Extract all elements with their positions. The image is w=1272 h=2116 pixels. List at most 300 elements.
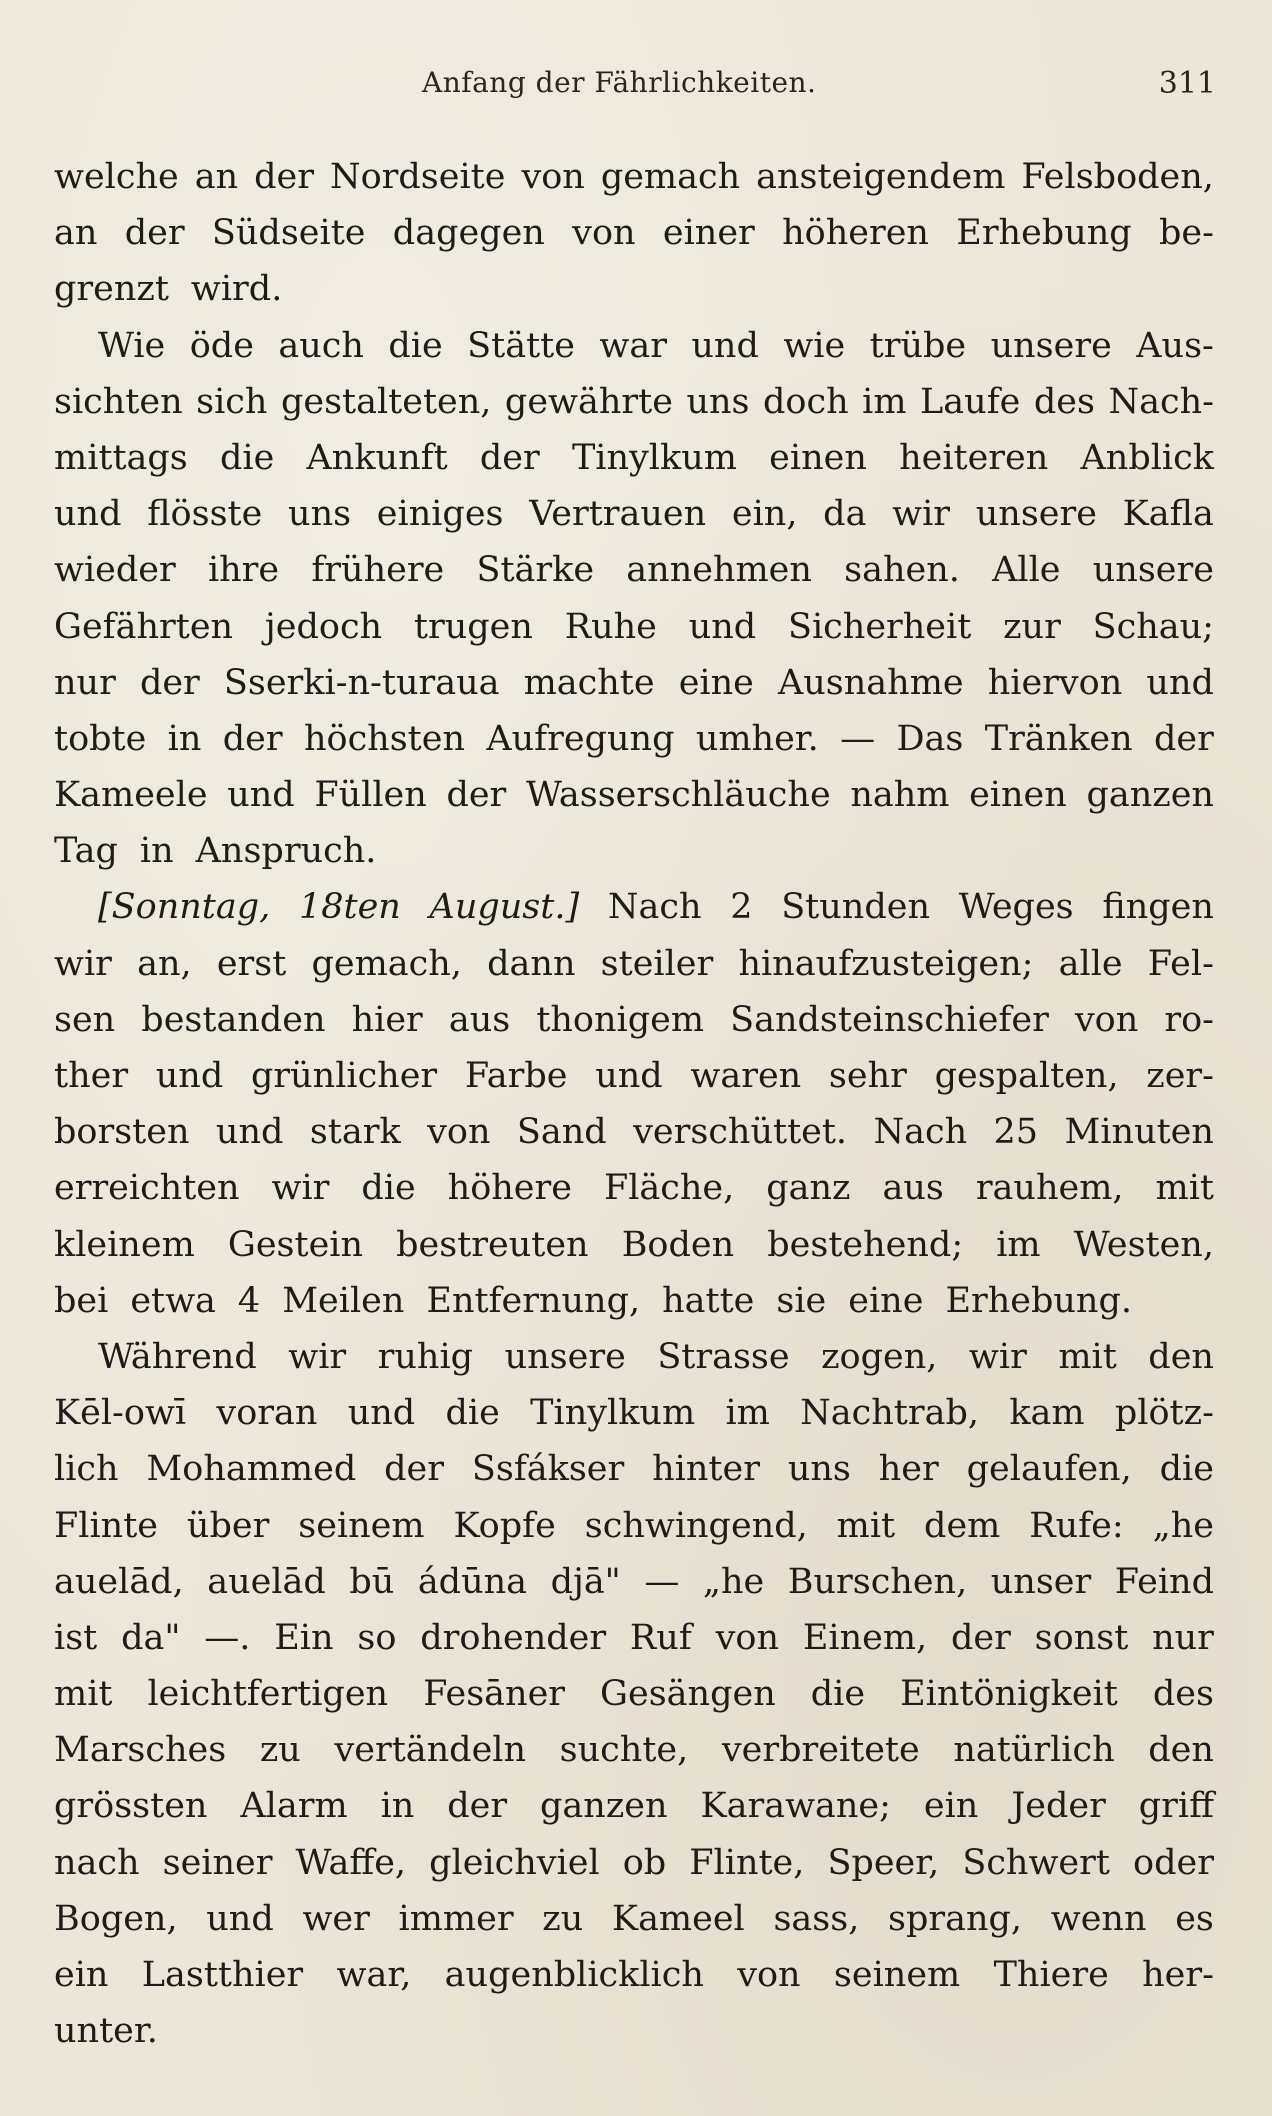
word: und — [155, 1056, 224, 1096]
word: Fläche, — [603, 1168, 735, 1209]
word: Kameele — [54, 775, 208, 816]
page-number: 311 — [1158, 66, 1216, 101]
text-line — [54, 1722, 1214, 1778]
word: rauhem, — [975, 1168, 1124, 1209]
word: welche — [54, 157, 179, 197]
word: nach — [54, 1842, 140, 1883]
word: „he — [1152, 1505, 1214, 1546]
text-line — [54, 1048, 1214, 1104]
text-line — [54, 1891, 1214, 1947]
word: aus — [882, 1168, 944, 1209]
word: die — [1159, 1449, 1214, 1490]
text-line — [54, 1610, 1214, 1666]
word: war — [599, 325, 667, 366]
word: Fesāner — [423, 1674, 566, 1715]
word: Mohammed — [146, 1449, 357, 1490]
word: Strasse — [657, 1336, 790, 1377]
word: Gestein — [227, 1224, 364, 1265]
word: mittags — [54, 437, 188, 478]
word: Nach- — [1108, 381, 1214, 422]
word: Vertrauen — [529, 494, 707, 535]
word: hinaufzusteigen; — [738, 943, 1034, 984]
word: „he — [702, 1561, 765, 1602]
text-line — [54, 205, 1214, 261]
word: ihre — [207, 550, 280, 591]
word: Marsches — [54, 1730, 227, 1771]
word: und — [206, 1898, 274, 1939]
word: sahen. — [844, 550, 960, 591]
word: dem — [924, 1505, 1001, 1546]
body-text — [54, 149, 1214, 2059]
word: der — [222, 718, 283, 759]
word: Aus- — [1136, 325, 1214, 366]
word: und — [215, 1112, 284, 1153]
word: gemach — [600, 157, 741, 197]
word: wir — [271, 1168, 330, 1209]
word: auelād — [207, 1561, 326, 1602]
word: der — [446, 775, 507, 816]
word: sass, — [773, 1898, 860, 1939]
word: — — [644, 1561, 680, 1602]
word: thonigem — [536, 999, 705, 1040]
word: ein — [923, 1786, 979, 1827]
word: mit — [836, 1505, 896, 1546]
word: ist — [54, 1617, 98, 1658]
word: Ein — [274, 1617, 334, 1658]
word: und — [347, 1393, 416, 1434]
word: August.] — [429, 887, 580, 928]
word: Minuten — [1064, 1112, 1214, 1153]
word: wie — [783, 325, 846, 366]
word: gespalten, — [934, 1056, 1119, 1096]
word: der — [950, 1617, 1011, 1658]
text-line — [54, 1666, 1214, 1722]
word: der — [479, 437, 540, 478]
word: Einem, — [802, 1617, 928, 1658]
word: Kafla — [1122, 494, 1214, 535]
word: grünlicher — [250, 1056, 438, 1096]
word: Speer, — [827, 1842, 940, 1883]
word: Erhebung — [956, 213, 1132, 254]
word: einer — [662, 213, 755, 254]
word: ther — [54, 1056, 129, 1096]
word: zogen, — [821, 1336, 938, 1377]
word: immer — [398, 1898, 514, 1939]
running-head — [0, 66, 1272, 106]
word: von — [737, 1955, 801, 1995]
word: Das — [896, 718, 964, 759]
text-line — [54, 1835, 1214, 1891]
word: frühere — [311, 550, 445, 591]
word: dagegen — [392, 213, 545, 254]
word: und — [1146, 662, 1214, 703]
text-line — [54, 1104, 1214, 1160]
word: im — [996, 1224, 1041, 1265]
word: Alle — [992, 550, 1061, 591]
word: drohender — [420, 1617, 607, 1658]
word: bestanden — [141, 999, 326, 1040]
text-line — [54, 430, 1214, 486]
word: unsere — [1092, 550, 1214, 591]
word: doch — [763, 381, 849, 422]
word: wir — [288, 1336, 347, 1377]
word: den — [1148, 1336, 1214, 1377]
word: eine — [678, 662, 754, 703]
word: und — [54, 494, 122, 535]
word: in — [167, 718, 202, 759]
word: und — [691, 325, 759, 366]
text-line — [54, 1441, 1214, 1497]
text-line — [54, 879, 1214, 935]
word: sprang, — [888, 1898, 1023, 1939]
word: Fel- — [1147, 943, 1214, 984]
word: Flinte, — [689, 1842, 805, 1883]
word: Kopfe — [453, 1505, 556, 1546]
word: der — [1154, 718, 1214, 759]
word: Erhebung. — [945, 1280, 1132, 1321]
word: alle — [1058, 943, 1123, 984]
word: Farbe — [464, 1056, 568, 1096]
word: zu — [259, 1730, 301, 1771]
word: nur — [1152, 1617, 1214, 1658]
word: hinter — [652, 1449, 760, 1490]
word: mit — [1058, 1336, 1117, 1377]
word: und — [595, 1056, 663, 1096]
word: Wasserschläuche — [525, 775, 831, 816]
word: Ankunft — [306, 437, 448, 478]
word: Tränken — [984, 718, 1133, 759]
word: Sicherheit — [788, 606, 972, 647]
word: einen — [969, 775, 1067, 816]
word: Ssfákser — [471, 1449, 625, 1490]
word: Waffe, — [295, 1842, 407, 1883]
word: Aufregung — [486, 718, 675, 759]
word: zu — [542, 1898, 584, 1939]
word: unter. — [54, 2011, 158, 2052]
word: nahm — [850, 775, 950, 816]
word: der — [447, 1786, 508, 1827]
word: zur — [1003, 606, 1061, 647]
word: seinem — [298, 1505, 425, 1546]
word: verbreitete — [721, 1730, 920, 1771]
text-line — [54, 823, 1214, 879]
word: da — [823, 494, 867, 535]
word: trübe — [869, 325, 967, 366]
word: kam — [1009, 1393, 1085, 1434]
word: stark — [309, 1112, 401, 1153]
word: Westen, — [1073, 1224, 1214, 1265]
word: ob — [622, 1842, 667, 1883]
word: grössten — [54, 1786, 208, 1827]
word: und — [227, 775, 295, 816]
word: aus — [448, 999, 511, 1040]
word: von — [1074, 999, 1139, 1040]
word: ganzen — [1086, 775, 1214, 816]
word: 4 — [237, 1280, 261, 1321]
word: an, — [137, 943, 192, 984]
word: djā" — [550, 1561, 621, 1602]
word: jedoch — [264, 606, 383, 647]
text-line — [54, 1947, 1214, 2003]
word: des — [1152, 1674, 1214, 1715]
word: Anblick — [1080, 437, 1214, 478]
word: nur — [54, 662, 116, 703]
word: grenzt — [54, 269, 169, 310]
word: Flinte — [54, 1505, 158, 1546]
word: machte — [523, 662, 655, 703]
word: in — [139, 831, 174, 872]
word: plötz- — [1114, 1393, 1214, 1434]
word: tobte — [54, 718, 147, 759]
word: Burschen, — [787, 1561, 968, 1602]
word: Südseite — [211, 213, 366, 254]
text-line — [54, 261, 1214, 317]
word: Meilen — [282, 1280, 405, 1321]
word: auelād, — [54, 1561, 184, 1602]
text-line — [54, 1778, 1214, 1834]
word: gleichviel — [429, 1842, 600, 1883]
word: den — [1148, 1730, 1214, 1771]
word: Sserki-n-turaua — [223, 662, 500, 703]
text-line — [54, 1385, 1214, 1441]
word: waren — [690, 1056, 802, 1096]
word: suchte, — [559, 1730, 689, 1771]
word: her — [878, 1449, 939, 1490]
word: ein — [54, 1955, 109, 1995]
word: höheren — [782, 213, 929, 254]
word: von — [427, 1112, 491, 1153]
word: im — [862, 381, 907, 422]
word: ganzen — [540, 1786, 668, 1827]
word: trugen — [413, 606, 533, 647]
word: Tinylkum — [571, 437, 737, 478]
word: Lastthier — [141, 1955, 304, 1995]
word: Schwert — [962, 1842, 1110, 1883]
word: unsere — [504, 1336, 626, 1377]
word: Nach — [873, 1112, 968, 1153]
word: von — [572, 213, 636, 254]
word: Gesängen — [600, 1674, 776, 1715]
word: verschüttet. — [633, 1112, 848, 1153]
word: Stunden — [781, 887, 930, 928]
text-line — [54, 599, 1214, 655]
word: Ruhe — [564, 606, 657, 647]
text-line — [54, 1160, 1214, 1216]
word: die — [219, 437, 275, 478]
text-line — [54, 374, 1214, 430]
word: augenblicklich — [444, 1955, 704, 1995]
word: es — [1175, 1898, 1214, 1939]
word: an — [54, 213, 98, 254]
word: 18ten — [298, 887, 401, 928]
word: kleinem — [54, 1224, 195, 1265]
word: der — [124, 213, 185, 254]
word: Tinylkum — [530, 1393, 696, 1434]
text-line — [54, 2003, 1214, 2059]
word: uns — [288, 494, 352, 535]
word: gelaufen, — [966, 1449, 1132, 1490]
text-line — [54, 149, 1214, 205]
word: ruhig — [377, 1336, 474, 1377]
word: sich — [196, 381, 268, 422]
word: ro- — [1164, 999, 1214, 1040]
word: und — [688, 606, 757, 647]
word: eine — [848, 1280, 924, 1321]
text-line — [54, 1554, 1214, 1610]
word: Schau; — [1092, 606, 1214, 647]
word: unsere — [975, 494, 1097, 535]
word: schwingend, — [584, 1505, 808, 1546]
word: her- — [1142, 1955, 1214, 1995]
word: Thiere — [993, 1955, 1109, 1995]
word: ganz — [766, 1168, 851, 1209]
word: öde — [189, 325, 254, 366]
word: über — [186, 1505, 270, 1546]
word: wieder — [54, 550, 176, 591]
word: Nachtrab, — [800, 1393, 979, 1434]
word: wird. — [190, 269, 283, 310]
word: von — [521, 157, 585, 197]
word: Entfernung, — [426, 1280, 641, 1321]
word: im — [725, 1393, 770, 1434]
word: höchsten — [303, 718, 466, 759]
word: 25 — [993, 1112, 1039, 1153]
word: uns — [787, 1449, 851, 1490]
word: Wie — [98, 325, 166, 366]
word: Boden — [621, 1224, 735, 1265]
word: bei — [54, 1280, 109, 1321]
word: erreichten — [54, 1168, 240, 1209]
word: bū — [349, 1561, 395, 1602]
word: Gefährten — [54, 606, 234, 647]
word: ein, — [731, 494, 798, 535]
word: lich — [54, 1449, 119, 1490]
word: sichten — [54, 381, 183, 422]
word: gewährte — [504, 381, 673, 422]
word: des — [1033, 381, 1095, 422]
word: Ausnahme — [777, 662, 964, 703]
word: Nach — [607, 887, 702, 928]
word: Alarm — [240, 1786, 348, 1827]
word: Ruf — [629, 1617, 692, 1658]
text-line — [54, 1217, 1214, 1273]
word: Felsboden, — [1021, 157, 1214, 197]
word: wer — [302, 1898, 370, 1939]
word: gestalteten, — [280, 381, 492, 422]
text-line — [54, 992, 1214, 1048]
word: hiervon — [987, 662, 1123, 703]
word: Kameel — [611, 1898, 745, 1939]
word: griff — [1138, 1786, 1214, 1827]
word: Füllen — [314, 775, 427, 816]
word: auch — [278, 325, 364, 366]
word: die — [361, 1168, 416, 1209]
word: Sand — [516, 1112, 607, 1153]
text-line — [54, 655, 1214, 711]
word: unser — [990, 1561, 1092, 1602]
word: fingen — [1102, 887, 1214, 928]
word: flösste — [147, 494, 263, 535]
word: Weges — [958, 887, 1074, 928]
word: der — [254, 157, 314, 197]
word: natürlich — [953, 1730, 1115, 1771]
word: einen — [769, 437, 867, 478]
word: uns — [686, 381, 750, 422]
word: bestreuten — [396, 1224, 589, 1265]
word: dann — [487, 943, 576, 984]
word: [Sonntag, — [98, 887, 271, 928]
word: bestehend; — [767, 1224, 964, 1265]
word: Bogen, — [54, 1898, 178, 1939]
word: Anspruch. — [195, 831, 377, 872]
word: unsere — [990, 325, 1112, 366]
word: erst — [216, 943, 287, 984]
word: heiteren — [899, 437, 1049, 478]
word: so — [357, 1617, 397, 1658]
word: hatte — [662, 1280, 755, 1321]
text-line — [54, 767, 1214, 823]
word: wir — [54, 943, 112, 984]
word: gemach, — [311, 943, 462, 984]
word: der — [384, 1449, 444, 1490]
word: sehr — [828, 1056, 907, 1096]
word: der — [139, 662, 200, 703]
word: voran — [216, 1393, 318, 1434]
word: Stätte — [467, 325, 575, 366]
text-line — [54, 936, 1214, 992]
word: sie — [776, 1280, 827, 1321]
word: Rufe: — [1029, 1505, 1124, 1546]
word: Während — [98, 1336, 257, 1377]
word: sonst — [1034, 1617, 1129, 1658]
word: von — [715, 1617, 779, 1658]
word: Stärke — [476, 550, 595, 591]
word: leichtfertigen — [147, 1674, 389, 1715]
word: — — [840, 718, 876, 759]
word: oder — [1133, 1842, 1214, 1883]
word: etwa — [130, 1280, 216, 1321]
word: die — [810, 1674, 866, 1715]
text-line — [54, 1498, 1214, 1554]
text-line — [54, 318, 1214, 374]
word: ansteigendem — [756, 157, 1006, 197]
word: die — [445, 1393, 500, 1434]
text-line — [54, 542, 1214, 598]
word: Feind — [1114, 1561, 1214, 1602]
word: Kēl-owī — [54, 1393, 187, 1434]
word: wir — [968, 1336, 1027, 1377]
word: 2 — [730, 887, 753, 928]
text-line — [54, 1329, 1214, 1385]
word: seiner — [162, 1842, 273, 1883]
word: annehmen — [626, 550, 812, 591]
word: steiler — [600, 943, 714, 984]
word: borsten — [54, 1112, 190, 1153]
word: in — [380, 1786, 415, 1827]
word: mit — [1155, 1168, 1214, 1209]
running-title: Anfang der Fährlichkeiten. — [422, 66, 817, 99]
word: sen — [54, 999, 116, 1040]
word: Laufe — [920, 381, 1021, 422]
word: höhere — [447, 1168, 572, 1209]
word: umher. — [695, 718, 819, 759]
word: zer- — [1146, 1056, 1214, 1096]
word: wir — [892, 494, 951, 535]
word: wenn — [1050, 1898, 1147, 1939]
word: vertändeln — [334, 1730, 527, 1771]
word: Nordseite — [329, 157, 506, 197]
word: einiges — [376, 494, 504, 535]
